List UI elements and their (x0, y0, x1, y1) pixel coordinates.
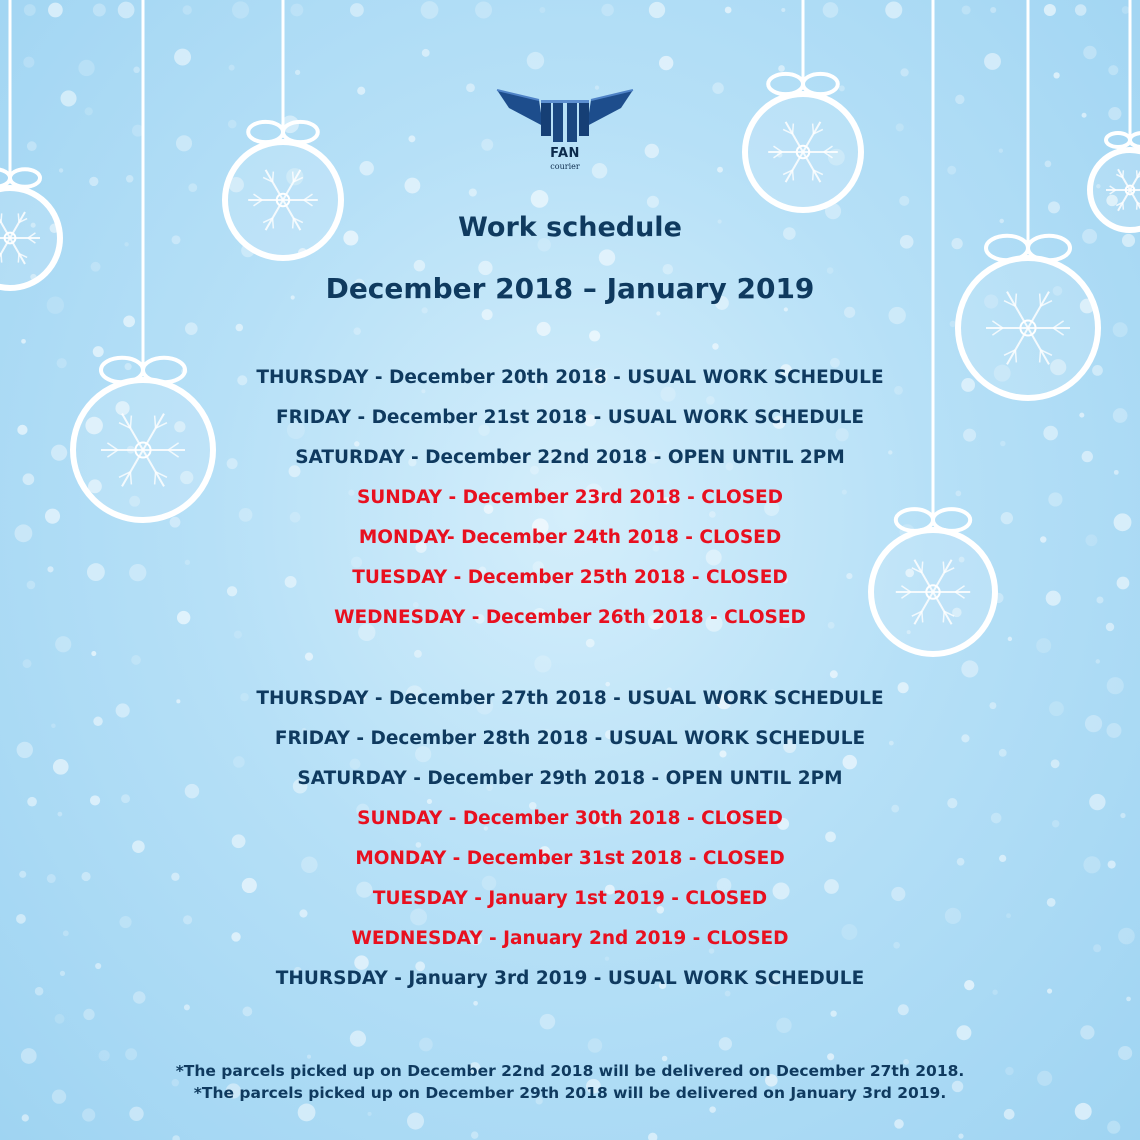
christmas-ornament-icon (745, 0, 861, 210)
christmas-ornament-icon (0, 0, 60, 288)
wings-logo-icon (495, 86, 635, 148)
schedule-row: SATURDAY - December 29th 2018 - OPEN UNTIL 2PM (297, 768, 843, 789)
schedule-row: MONDAY- December 24th 2018 - CLOSED (358, 527, 782, 548)
schedule-group-1 (0, 358, 1140, 638)
footnote: *The parcels picked up on December 22nd 2018 will be delivered on December 27th 2018. (175, 1062, 965, 1080)
christmas-ornament-icon (1090, 0, 1140, 230)
footnotes (0, 1060, 1140, 1104)
schedule-row: TUESDAY - December 25th 2018 - CLOSED (352, 567, 788, 588)
logo-subtitle: courier (550, 162, 580, 171)
schedule-row: TUESDAY - January 1st 2019 - CLOSED (372, 888, 768, 909)
schedule-row: THURSDAY - December 20th 2018 - USUAL WORK SCHEDULE (256, 367, 884, 388)
schedule-row: FRIDAY - December 28th 2018 - USUAL WORK SCHEDULE (274, 728, 866, 749)
schedule-row: SATURDAY - December 22nd 2018 - OPEN UNTIL 2PM (295, 447, 845, 468)
schedule-row: SUNDAY - December 23rd 2018 - CLOSED (356, 487, 784, 508)
page-subtitle: December 2018 – January 2019 (325, 272, 815, 305)
footnote: *The parcels picked up on December 29th 2018 will be delivered on January 3rd 2019. (193, 1084, 947, 1102)
schedule-row: WEDNESDAY - December 26th 2018 - CLOSED (334, 607, 806, 628)
logo-name: FAN (550, 146, 580, 161)
schedule-row: SUNDAY - December 30th 2018 - CLOSED (357, 808, 783, 829)
christmas-ornament-icon (958, 0, 1098, 398)
schedule-row: THURSDAY - January 3rd 2019 - USUAL WORK SCHEDULE (275, 968, 865, 989)
schedule-row: FRIDAY - December 21st 2018 - USUAL WORK SCHEDULE (275, 407, 865, 428)
schedule-row: MONDAY - December 31st 2018 - CLOSED (355, 848, 785, 869)
schedule-row: WEDNESDAY - January 2nd 2019 - CLOSED (351, 928, 789, 949)
page-title: Work schedule (458, 212, 682, 243)
fan-courier-logo (495, 86, 635, 178)
schedule-group-2 (0, 679, 1140, 999)
schedule-row: THURSDAY - December 27th 2018 - USUAL WORK SCHEDULE (256, 688, 884, 709)
